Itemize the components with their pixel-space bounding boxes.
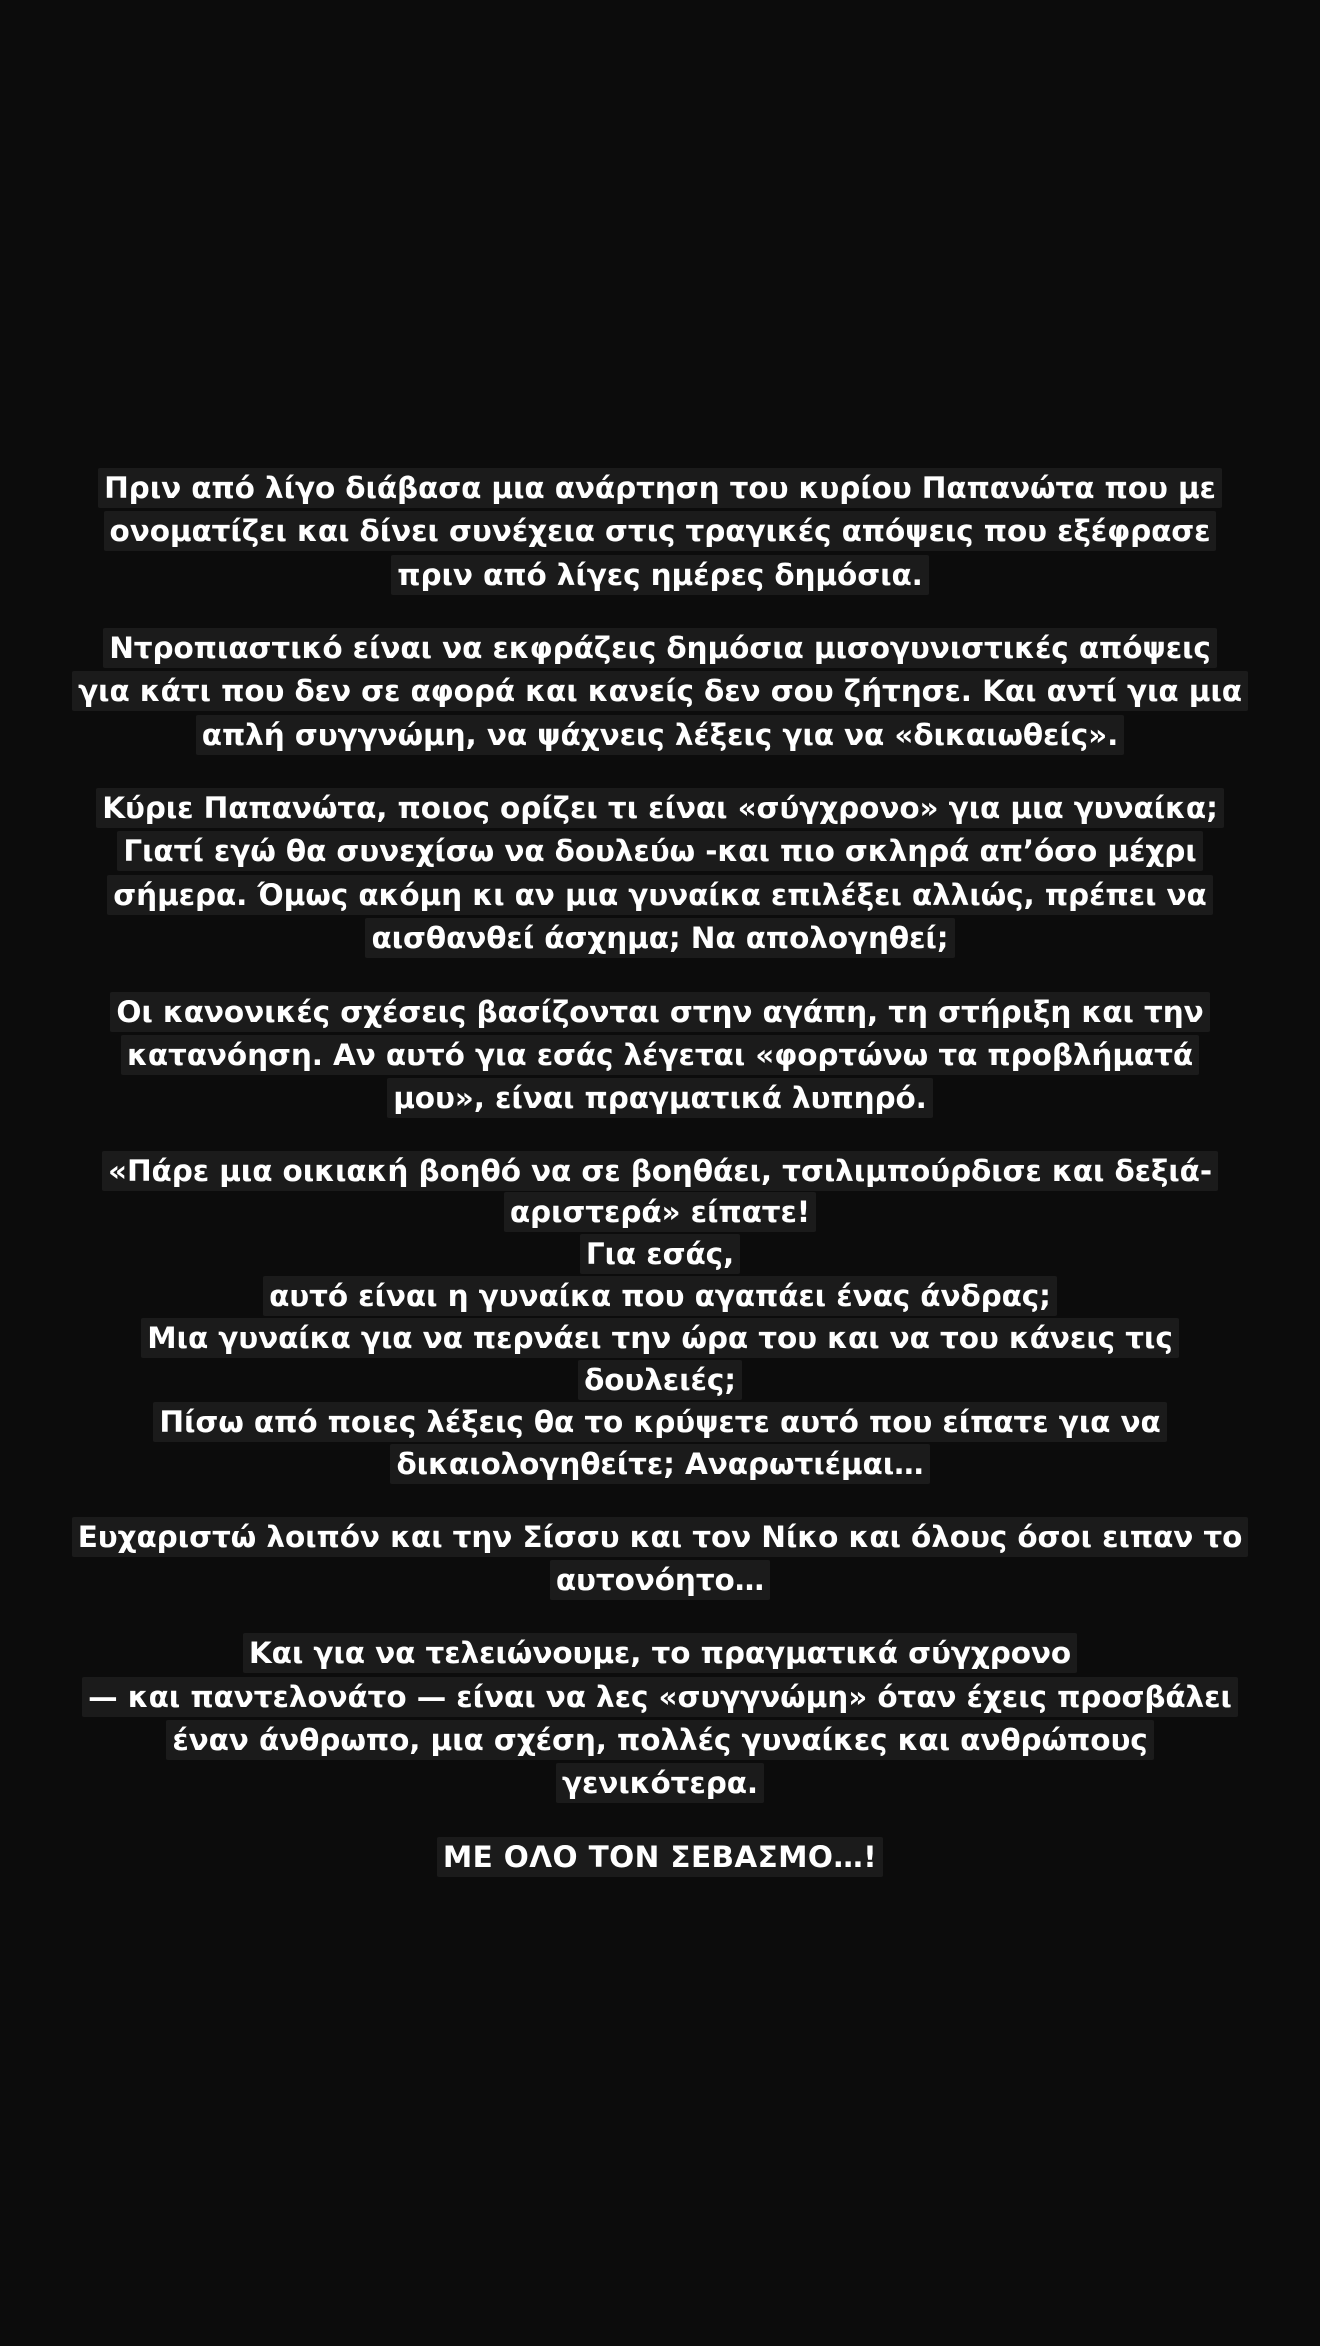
- story-text-line: [50, 917, 1270, 960]
- story-text-highlight: Κύριε Παπανώτα, ποιος ορίζει τι είναι «σύγχρονο» για μια γυναίκα;: [96, 788, 1224, 828]
- story-text-highlight: μου», είναι πραγματικά λυπηρό.: [387, 1078, 933, 1118]
- story-text-highlight: δικαιολογηθείτε; Αναρωτιέμαι…: [390, 1444, 929, 1484]
- story-text-line: [50, 1676, 1270, 1719]
- story-paragraph: [50, 787, 1270, 960]
- story-text-line: [50, 991, 1270, 1034]
- story-text-line: [50, 670, 1270, 713]
- story-text-highlight: ΜΕ ΟΛΟ ΤΟΝ ΣΕΒΑΣΜΟ…!: [437, 1837, 883, 1877]
- story-text-line: [50, 830, 1270, 873]
- story-text-highlight: απλή συγγνώμη, να ψάχνεις λέξεις για να «δικαιωθείς».: [196, 715, 1124, 755]
- story-text-line: [50, 1762, 1270, 1805]
- story-text-line: [50, 1632, 1270, 1675]
- story-text-line: [50, 787, 1270, 830]
- story-text-line: [50, 1318, 1270, 1360]
- story-paragraph: [50, 627, 1270, 757]
- story-text-line: [50, 714, 1270, 757]
- story-text-highlight: Ευχαριστώ λοιπόν και την Σίσσυ και τον Νίκο και όλους όσοι ειπαν το: [72, 1517, 1249, 1557]
- story-paragraph: [50, 1516, 1270, 1603]
- story-text-highlight: Και για να τελειώνουμε, το πραγματικά σύγχρονο: [243, 1633, 1077, 1673]
- story-text-highlight: αυτονόητο…: [550, 1560, 770, 1600]
- story-text-highlight: αισθανθεί άσχημα; Να απολογηθεί;: [365, 918, 954, 958]
- story-text-line: [50, 1151, 1270, 1193]
- story-text-line: [50, 1444, 1270, 1486]
- story-text-line: [50, 1719, 1270, 1762]
- story-text-highlight: κατανόηση. Αν αυτό για εσάς λέγεται «φορτώνω τα προβλήματά: [121, 1035, 1199, 1075]
- story-text-highlight: Οι κανονικές σχέσεις βασίζονται στην αγάπη, τη στήριξη και την: [110, 992, 1209, 1032]
- story-paragraph: [50, 1836, 1270, 1879]
- story-text-highlight: δουλειές;: [578, 1360, 742, 1400]
- story-text-line: [50, 1192, 1270, 1234]
- story-text-highlight: «Πάρε μια οικιακή βοηθό να σε βοηθάει, τσιλιμπούρδισε και δεξιά-: [102, 1151, 1218, 1191]
- story-text-line: [50, 1077, 1270, 1120]
- story-text-line: [50, 874, 1270, 917]
- story-text-highlight: Γιατί εγώ θα συνεχίσω να δουλεύω -και πιο σκληρά απ’όσο μέχρι: [117, 831, 1202, 871]
- story-text-line: [50, 467, 1270, 510]
- story-text-highlight: σήμερα. Όμως ακόμη κι αν μια γυναίκα επιλέξει αλλιώς, πρέπει να: [107, 875, 1212, 915]
- story-paragraph: [50, 1632, 1270, 1805]
- story-text-highlight: πριν από λίγες ημέρες δημόσια.: [391, 555, 929, 595]
- story-text-line: [50, 1360, 1270, 1402]
- story-text-highlight: για κάτι που δεν σε αφορά και κανείς δεν σου ζήτησε. Και αντί για μια: [72, 671, 1248, 711]
- story-text-highlight: Ντροπιαστικό είναι να εκφράζεις δημόσια μισογυνιστικές απόψεις: [103, 628, 1217, 668]
- story-paragraph: [50, 1151, 1270, 1486]
- story-text-highlight: — και παντελονάτο — είναι να λες «συγγνώμη» όταν έχεις προσβάλει: [82, 1677, 1238, 1717]
- story-text-highlight: Για εσάς,: [580, 1234, 740, 1274]
- story-text-stack: [50, 467, 1270, 1879]
- story-text-line: [50, 1836, 1270, 1879]
- story-text-highlight: Μια γυναίκα για να περνάει την ώρα του και να του κάνεις τις: [141, 1318, 1178, 1358]
- story-text-line: [50, 627, 1270, 670]
- story-text-line: [50, 1234, 1270, 1276]
- story-text-highlight: αριστερά» είπατε!: [504, 1192, 816, 1232]
- story-text-line: [50, 1276, 1270, 1318]
- story-text-highlight: αυτό είναι η γυναίκα που αγαπάει ένας άνδρας;: [263, 1276, 1057, 1316]
- story-text-line: [50, 510, 1270, 553]
- story-text-line: [50, 1034, 1270, 1077]
- story-text-line: [50, 1516, 1270, 1559]
- story-paragraph: [50, 991, 1270, 1121]
- story-paragraph: [50, 467, 1270, 597]
- story-text-highlight: έναν άνθρωπο, μια σχέση, πολλές γυναίκες και ανθρώπους: [166, 1720, 1153, 1760]
- story-text-highlight: ονοματίζει και δίνει συνέχεια στις τραγικές απόψεις που εξέφρασε: [104, 511, 1217, 551]
- story-text-highlight: Πίσω από ποιες λέξεις θα το κρύψετε αυτό που είπατε για να: [153, 1402, 1166, 1442]
- story-text-highlight: γενικότερα.: [556, 1763, 764, 1803]
- story-text-line: [50, 554, 1270, 597]
- story-text-highlight: Πριν από λίγο διάβασα μια ανάρτηση του κυρίου Παπανώτα που με: [98, 468, 1222, 508]
- story-text-line: [50, 1402, 1270, 1444]
- story-text-line: [50, 1559, 1270, 1602]
